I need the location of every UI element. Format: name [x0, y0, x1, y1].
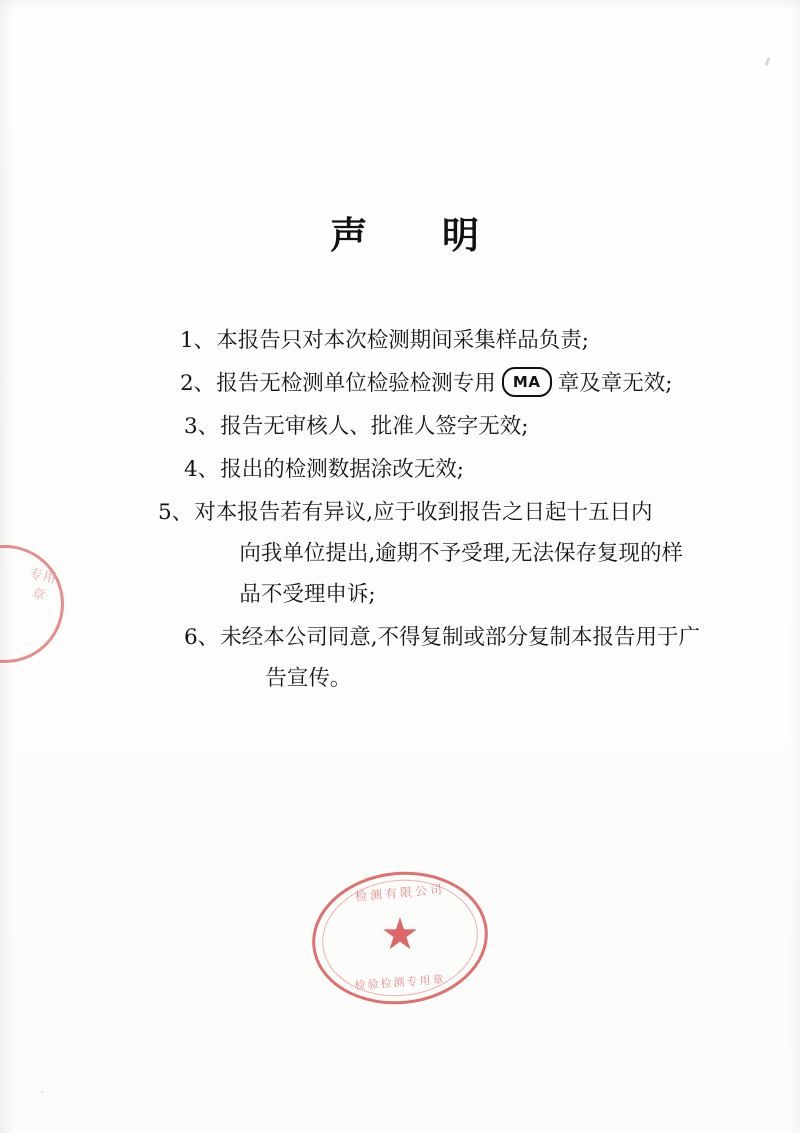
- clause-line: 告宣传。: [265, 666, 352, 691]
- clause-line: [216, 363, 703, 404]
- title-char-1: 声: [330, 213, 368, 257]
- seal-top-text: 检测有限公司: [354, 882, 446, 904]
- title-char-2: 明: [442, 213, 480, 257]
- clause-body: [220, 449, 703, 490]
- clause-line: 对本报告若有异议,应于收到报告之日起十五日内: [194, 500, 653, 525]
- page-edge-shadow-top: [0, 0, 800, 10]
- scan-speck: [765, 57, 771, 66]
- page-edge-shadow-right: [790, 0, 800, 1133]
- clause-body: [220, 406, 703, 447]
- clause-number: 4、: [184, 457, 220, 482]
- clause-item: [158, 492, 703, 615]
- clause-item: [180, 320, 703, 361]
- clause-line: 品不受理申诉;: [239, 582, 376, 607]
- clause-number: 1、: [180, 328, 216, 353]
- seal-ring-inner: [316, 872, 483, 1004]
- clause-line: 未经本公司同意,不得复制或部分复制本报告用于广: [220, 625, 701, 650]
- ma-certification-mark-icon: MA: [502, 367, 552, 397]
- star-icon: ★: [380, 909, 420, 960]
- clause-item: [180, 363, 703, 404]
- clause-body: [220, 617, 703, 699]
- seal-ring-outer: [306, 863, 495, 1013]
- clause-text-before-mark: 报告无检测单位检验检测专用: [216, 371, 496, 396]
- clause-line: 本报告只对本次检测期间采集样品负责;: [216, 328, 589, 353]
- clause-line: 向我单位提出,逾期不予受理,无法保存复现的样: [239, 541, 683, 566]
- clause-number: 2、: [180, 371, 216, 396]
- clause-item: [184, 406, 703, 447]
- clause-item: [184, 617, 703, 699]
- page-title: [0, 205, 800, 259]
- scan-speck: [41, 1091, 43, 1093]
- clause-number: 6、: [184, 625, 220, 650]
- clause-body: [194, 492, 703, 615]
- page-edge-shadow-left: [0, 0, 14, 1133]
- clause-body: [216, 363, 703, 404]
- clause-number: 5、: [158, 500, 194, 525]
- clause-body: [216, 320, 703, 361]
- clause-item: [184, 449, 703, 490]
- seal-edge-text: 专用章: [27, 566, 59, 605]
- statement-clause-list: [158, 320, 703, 701]
- red-seal-stamp: [312, 872, 488, 1004]
- clause-line: 报出的检测数据涂改无效;: [220, 457, 464, 482]
- clause-text-after-mark: 章及章无效;: [557, 371, 673, 396]
- clause-number: 3、: [184, 414, 220, 439]
- clause-line: 报告无审核人、批准人签字无效;: [220, 414, 529, 439]
- seal-bottom-text: 检验检测专用章: [354, 972, 446, 993]
